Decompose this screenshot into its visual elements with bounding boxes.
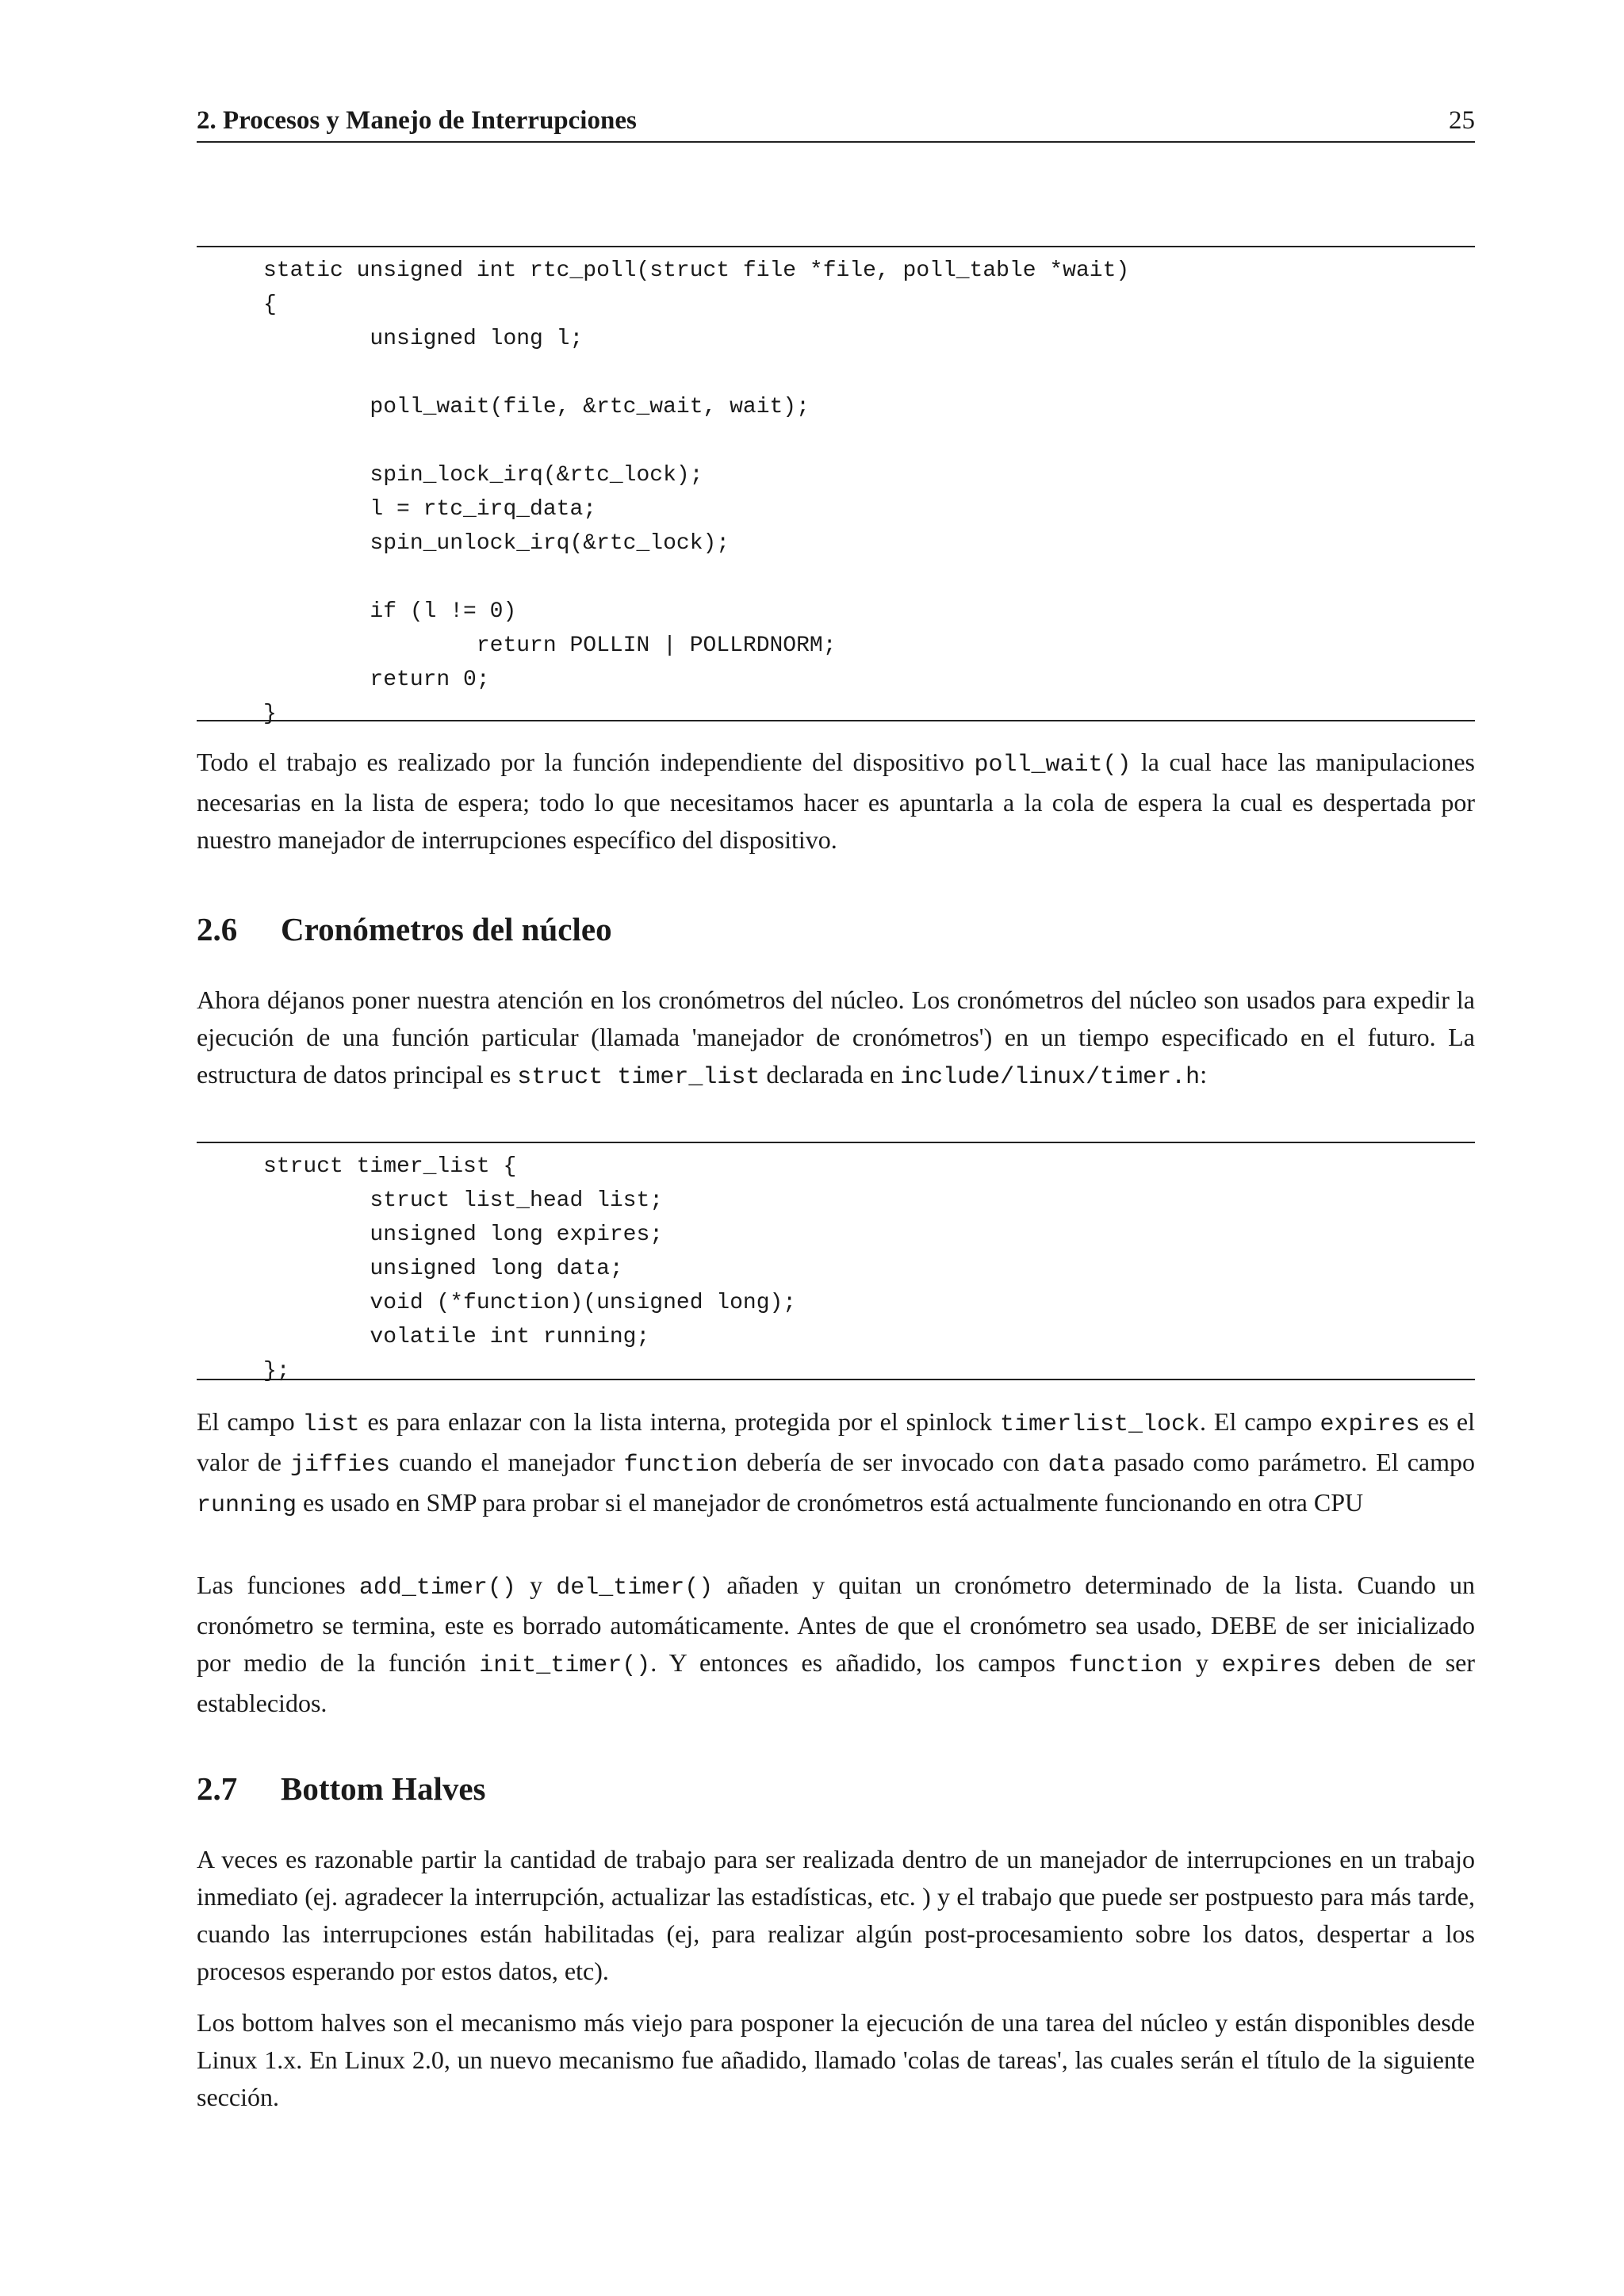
code-text: struct timer_list { struct list_head list; unsigned long expires; unsigned long data; void (*function)(unsigned long); volatile int running; }; <box>263 1154 797 1383</box>
text-span: debería de ser invocado con <box>737 1448 1048 1476</box>
text-span: pasado como parámetro. El campo <box>1105 1448 1476 1476</box>
paragraph-bottom-halves-1: A veces es razonable partir la cantidad de trabajo para ser realizada dentro de un manejador de interrupciones en un trabajo inmediato (ej. agradecer la interrupción, actualizar las estadísticas, etc. ) y el trabajo que puede ser postpuesto para más tarde, cuando las interrupciones están habilitadas (ej, para realizar algún post-procesamiento sobre los datos, despertar a los procesos esperando por estos datos, etc). <box>197 1845 1475 1985</box>
section-title-text: Bottom Halves <box>281 1770 486 1807</box>
paragraph-timers-intro <box>197 982 1475 1096</box>
inline-code: data <box>1048 1452 1105 1479</box>
section-heading-2-6 <box>197 910 612 948</box>
code-text: static unsigned int rtc_poll(struct file *file, poll_table *wait) { unsigned long l; poll_wait(file, &rtc_wait, wait); spin_lock_irq(&rtc_lock); l = rtc_irq_data; spin_unlock_irq(&rtc_lock); if (l != 0) return POLLIN | POLLRDNORM; return 0; } <box>263 258 1130 726</box>
paragraph-timer-fields <box>197 1403 1475 1525</box>
paragraph-bottom-halves-2: Los bottom halves son el mecanismo más viejo para posponer la ejecución de una tarea del núcleo y están disponibles desde Linux 1.x. En Linux 2.0, un nuevo mecanismo fue añadido, llamado 'colas de tareas', las cuales serán el título de la siguiente sección. <box>197 2008 1475 2111</box>
inline-code: expires <box>1320 1411 1420 1438</box>
text-span: . Y entonces es añadido, los campos <box>650 1648 1069 1677</box>
chapter-title: 2. Procesos y Manejo de Interrupciones <box>197 106 637 135</box>
text-span: y <box>1182 1648 1222 1677</box>
inline-code: list <box>302 1411 360 1438</box>
code-listing-rtc-poll <box>197 246 1475 726</box>
text-span: Todo el trabajo es realizado por la función independiente del dispositivo <box>197 748 975 776</box>
text-span: es para enlazar con la lista interna, protegida por el spinlock <box>359 1407 1000 1436</box>
text-span: : <box>1200 1060 1208 1089</box>
inline-code: timerlist_lock <box>999 1411 1200 1438</box>
code-listing-timer-list <box>197 1142 1475 1383</box>
inline-code: add_timer() <box>358 1575 516 1601</box>
inline-code: poll_wait() <box>974 752 1132 779</box>
text-span: y <box>515 1571 557 1599</box>
text-span: es el valor de <box>197 1407 1476 1476</box>
inline-code: jiffies <box>289 1452 390 1479</box>
inline-code: del_timer() <box>556 1575 714 1601</box>
inline-code: struct timer_list <box>517 1064 760 1091</box>
text-span: El campo <box>197 1407 303 1436</box>
text-span: deben de ser establecidos. <box>197 1648 1476 1717</box>
text-span: la cual hace las manipulaciones necesarias en la lista de espera; todo lo que necesitamos hacer es apuntarla a la cola de espera la cual es despertada por nuestro manejador de interrupciones específico del dispositivo. <box>197 748 1476 854</box>
paragraph-poll-wait <box>197 744 1475 859</box>
text-span: es usado en SMP para probar si el manejador de cronómetros está actualmente funcionando en otra CPU <box>297 1488 1364 1517</box>
inline-code: function <box>1068 1652 1183 1679</box>
inline-code: init_timer() <box>479 1652 651 1679</box>
running-header <box>197 101 1475 143</box>
inline-code: expires <box>1221 1652 1322 1679</box>
inline-code: include/linux/timer.h <box>900 1064 1201 1091</box>
text-span: Las funciones <box>197 1571 359 1599</box>
inline-code: function <box>623 1452 738 1479</box>
text-span: añaden y quitan un cronómetro determinado de la lista. Cuando un cronómetro se termina, este es borrado automáticamente. Antes de que el cronómetro sea usado, DEBE de ser inicializado por medio de la función <box>197 1571 1476 1677</box>
section-number: 2.6 <box>197 911 238 947</box>
paragraph-add-del-timer <box>197 1567 1475 1722</box>
text-span: cuando el manejador <box>389 1448 624 1476</box>
text-span: . El campo <box>1200 1407 1320 1436</box>
section-title-text: Cronómetros del núcleo <box>281 911 612 947</box>
section-heading-2-7 <box>197 1770 486 1808</box>
section-number: 2.7 <box>197 1770 238 1807</box>
text-span: declarada en <box>760 1060 901 1089</box>
page-number: 25 <box>1449 106 1475 135</box>
text-span: Ahora déjanos poner nuestra atención en los cronómetros del núcleo. Los cronómetros del núcleo son usados para expedir la ejecución de una función particular (llamada 'manejador de cronómetros') en un tiempo especificado en el futuro. La estructura de datos principal es <box>197 985 1475 1089</box>
inline-code: running <box>197 1492 297 1519</box>
